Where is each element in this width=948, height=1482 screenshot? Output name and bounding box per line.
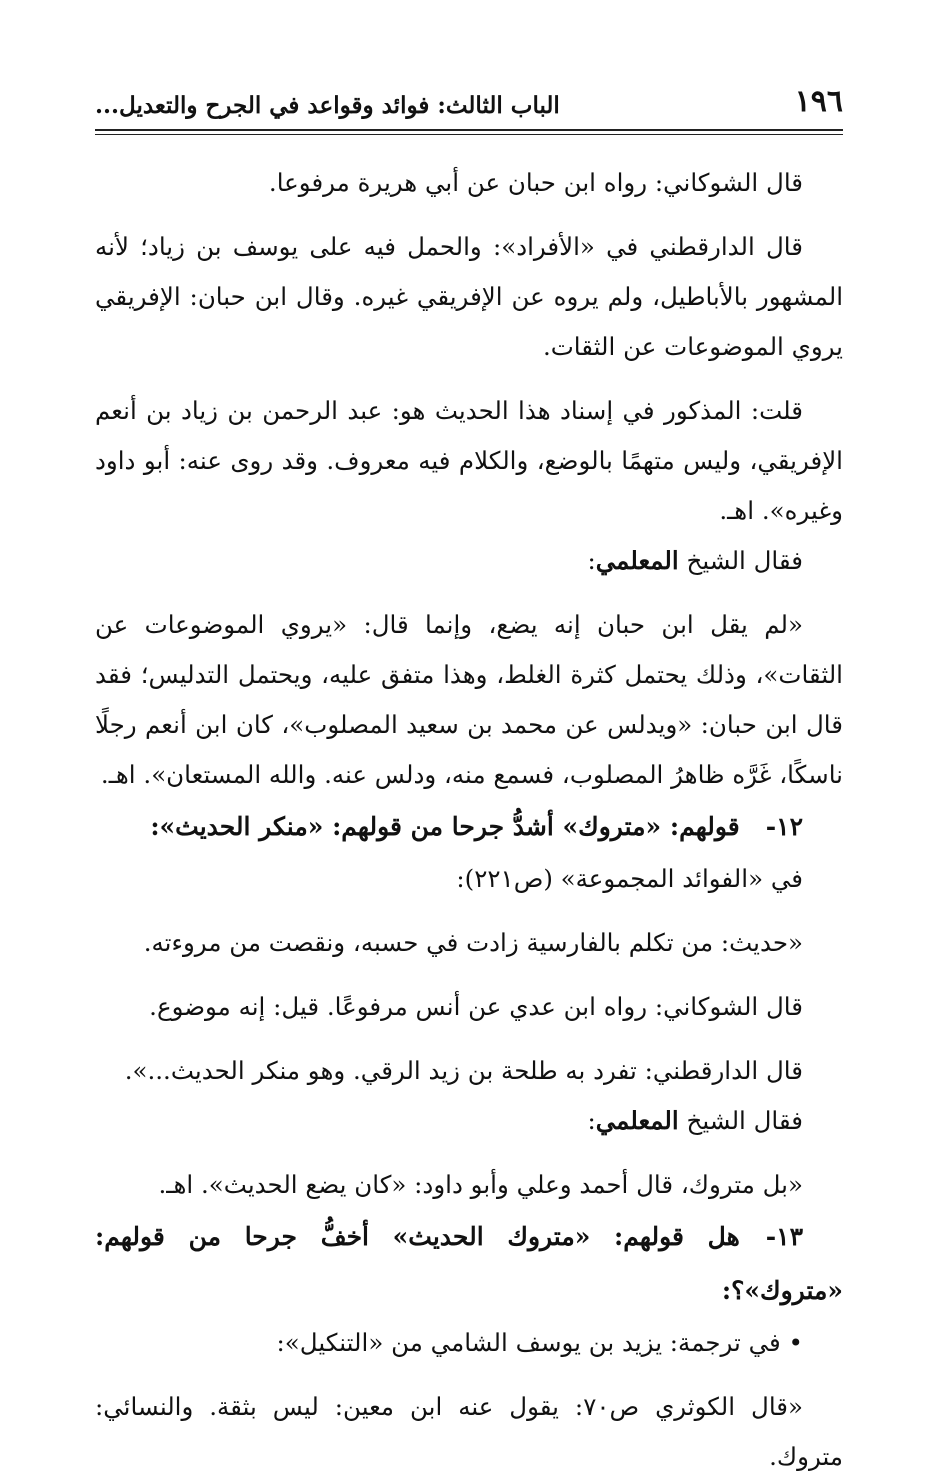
paragraph: «لم يقل ابن حبان إنه يضع، وإنما قال: «يروي الموضوعات عن الثقات»، وذلك يحتمل كثرة الغلط، وهذا متفق عليه، ويحتمل التدليس؛ فقد قال ابن حبان: «ويدلس عن محمد بن سعيد المصلوب»، كان ابن أنعم رجلًا ناسكًا، غَرَّه ظاهرُ المصلوب، فسمع منه، ودلس عنه. والله المستعان». اهـ. [95, 610, 843, 789]
paragraph: «حديث: من تكلم بالفارسية زادت في حسبه، ونقصت من مروءته. [143, 928, 803, 957]
paragraph: «بل متروك، قال أحمد وعلي وأبو داود: «كان يضع الحديث». اهـ. [158, 1170, 803, 1199]
paragraph-text: : [587, 1106, 596, 1135]
section-heading-13 [95, 1210, 843, 1318]
paragraph: «قال الكوثري ص٧٠: يقول عنه ابن معين: ليس بثقة. والنسائي: متروك. [95, 1392, 843, 1471]
running-title: الباب الثالث: فوائد وقواعد في الجرح والتعديل... [95, 92, 560, 119]
paragraph: قال الدارقطني: تفرد به طلحة بن زيد الرقي. وهو منكر الحديث...». [124, 1056, 803, 1085]
paragraph: قلت: المذكور في إسناد هذا الحديث هو: عبد الرحمن بن زياد بن أنعم الإفريقي، وليس متهمًا بالوضع، والكلام فيه معروف. وقد روى عنه: أبو داود وغيره». اهـ. [95, 396, 843, 525]
paragraph [95, 1096, 843, 1146]
paragraph: قال الدارقطني في «الأفراد»: والحمل فيه على يوسف بن زياد؛ لأنه المشهور بالأباطيل، ولم يروه عن الإفريقي غيره. وقال ابن حبان: الإفريقي يروي الموضوعات عن الثقات. [95, 232, 843, 361]
header-rule-thin [95, 134, 843, 135]
scholar-name: المعلمي [595, 546, 679, 575]
scholar-name: المعلمي [595, 1106, 679, 1135]
page-header [95, 82, 843, 122]
page-number: ١٩٦ [794, 84, 843, 119]
paragraph-text: فقال الشيخ [686, 1106, 803, 1135]
paragraph-text: : [587, 546, 596, 575]
header-rule-thick [95, 129, 843, 131]
paragraph: قال الشوكاني: رواه ابن عدي عن أنس مرفوعًا. قيل: إنه موضوع. [149, 992, 803, 1021]
paragraph: • في ترجمة: يزيد بن يوسف الشامي من «التنكيل»: [276, 1328, 803, 1357]
paragraph [95, 536, 843, 586]
paragraph: قال الشوكاني: رواه ابن حبان عن أبي هريرة مرفوعا. [268, 168, 803, 197]
section-title: قولهم: «متروك» أشدُّ جرحا من قولهم: «منكر الحديث»: [150, 812, 740, 841]
section-number: ١٢- [765, 812, 803, 841]
paragraph: في «الفوائد المجموعة» (ص٢٢١): [456, 864, 803, 893]
section-heading-12 [95, 800, 843, 854]
section-number: ١٣- [765, 1222, 803, 1251]
section-title: هل قولهم: «متروك الحديث» أخفُّ جرحا من قولهم: «متروك»؟: [95, 1222, 843, 1305]
page-body [95, 158, 843, 1482]
paragraph-text: فقال الشيخ [686, 546, 803, 575]
